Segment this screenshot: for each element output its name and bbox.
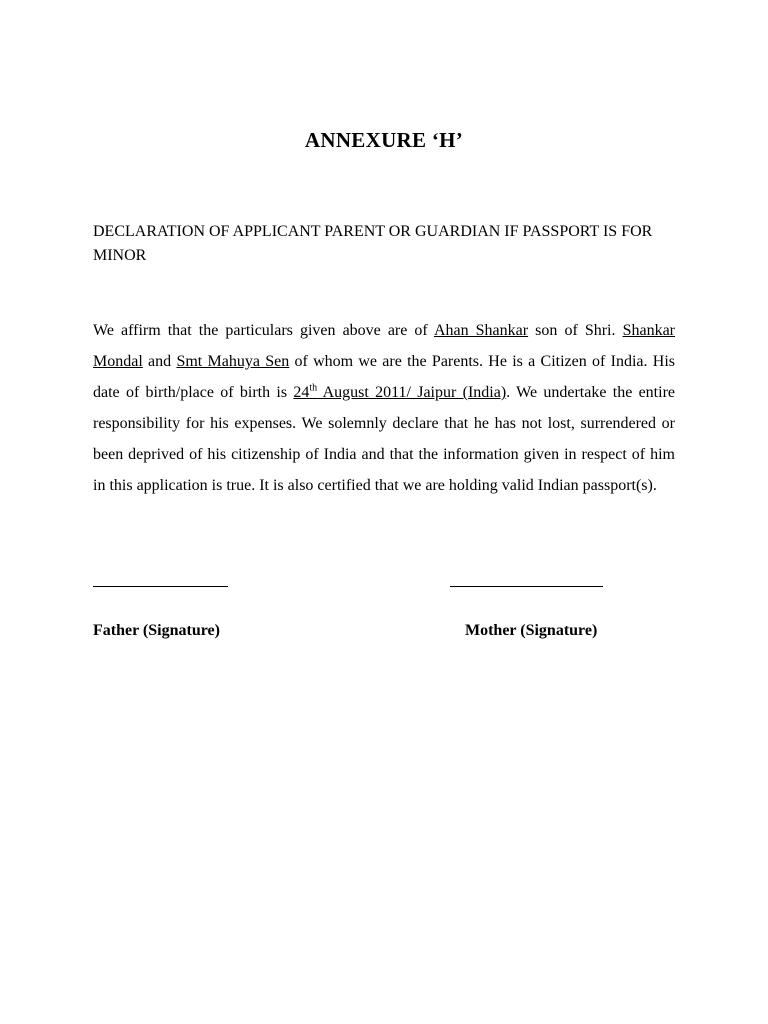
document-title: ANNEXURE ‘H’ (304, 128, 464, 152)
paragraph-text: and (142, 353, 177, 370)
birth-rest: August 2011/ Jaipur (India) (317, 384, 507, 401)
mother-name: Smt Mahuya Sen (176, 353, 290, 370)
paragraph-text: of whom we are the Parents. He is a Citizen of India. His date of birth/place of birth is (93, 353, 676, 401)
declaration-heading: DECLARATION OF APPLICANT PARENT OR GUARDIAN IF PASSPORT IS FOR MINOR (93, 223, 653, 264)
birth-date-place (293, 384, 506, 401)
birth-day-suffix: th (309, 382, 318, 394)
father-signature-line (93, 586, 228, 587)
paragraph-text: We affirm that the particulars given above are of (93, 322, 434, 339)
paragraph-text: son of Shri. (528, 322, 623, 339)
mother-signature-line (450, 586, 603, 587)
father-signature-label: Father (Signature) (93, 622, 220, 639)
paragraph-text: . We undertake the entire responsibility for his expenses. We solemnly declare that he has not lost, surrendered or been deprived of his citizenship of India and that the information given in respect of him in this application is true. It is also certified that we are holding valid Indian passport(s). (93, 384, 676, 494)
birth-day: 24 (293, 384, 310, 401)
mother-signature-label: Mother (Signature) (465, 622, 598, 639)
child-name: Ahan Shankar (433, 322, 529, 339)
declaration-paragraph (93, 315, 675, 501)
father-name: Shankar Mondal (93, 322, 675, 370)
